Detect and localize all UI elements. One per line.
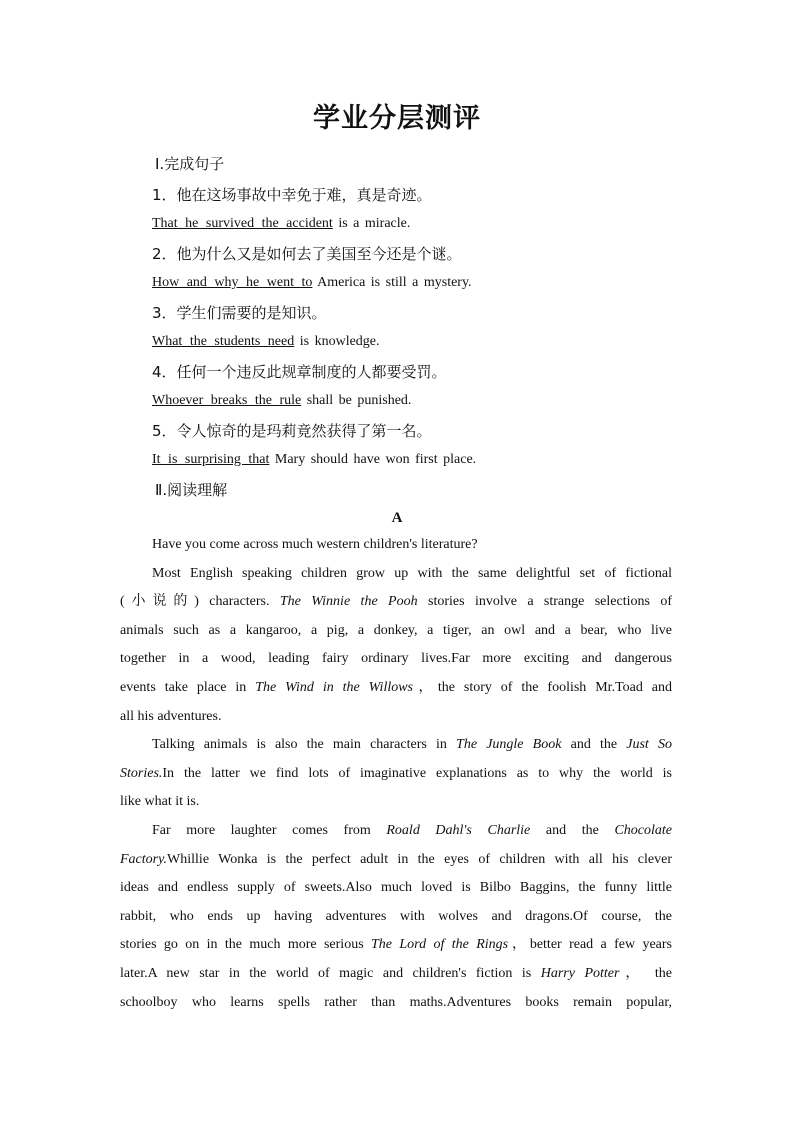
passage-body	[120, 531, 672, 1017]
section-heading-1: Ⅰ.完成句子	[155, 155, 225, 173]
question-1-chinese: 1．他在这场事故中幸免于难，真是奇迹。	[152, 186, 432, 204]
question-5-chinese: 5．令人惊奇的是玛莉竟然获得了第一名。	[152, 422, 432, 440]
answer-blank: What the students need	[152, 334, 295, 349]
question-4-answer	[152, 393, 411, 409]
page-title: 学业分层测评	[313, 103, 481, 134]
question-4-chinese: 4．任何一个违反此规章制度的人都要受罚。	[152, 363, 447, 381]
paragraph-2-line: (小说的) characters. The Winnie the Pooh stories involve a strange selections of	[120, 594, 672, 610]
paragraph-4-line: rabbit, who ends up having adventures with wolves and dragons.Of course, the	[120, 908, 672, 924]
answer-rest: is knowledge.	[294, 334, 380, 349]
paragraph-3-line: Talking animals is also the main characters in The Jungle Book and the Just So	[152, 737, 672, 753]
paragraph-4-line: ideas and endless supply of sweets.Also much loved is Bilbo Baggins, the funny little	[120, 880, 672, 896]
answer-blank: That he survived the accident	[152, 216, 333, 231]
answer-rest: shall be punished.	[301, 393, 412, 408]
paragraph-3-line: like what it is.	[120, 794, 200, 810]
question-1-answer	[152, 216, 410, 232]
paragraph-1-line: Have you come across much western children's literature?	[152, 537, 478, 552]
question-5-answer	[152, 452, 476, 468]
paragraph-4-line: later.A new star in the world of magic and children's fiction is Harry Potter， the	[120, 965, 672, 981]
section-heading-2: Ⅱ.阅读理解	[155, 481, 228, 499]
answer-blank: How and why he went to	[152, 275, 313, 290]
question-3-answer	[152, 334, 380, 350]
paragraph-4-line: Far more laughter comes from Roald Dahl's Charlie and the Chocolate	[152, 822, 672, 838]
paragraph-4-line: stories go on in the much more serious The Lord of the Rings，better read a few years	[120, 937, 672, 953]
paragraph-4-line: Factory.Whillie Wonka is the perfect adult in the eyes of children with all his clever	[120, 851, 672, 867]
paragraph-4-line: schoolboy who learns spells rather than maths.Adventures books remain popular,	[120, 994, 672, 1010]
question-2-answer	[152, 275, 472, 291]
question-2-chinese: 2．他为什么又是如何去了美国至今还是个谜。	[152, 245, 462, 263]
paragraph-3-line: Stories.In the latter we find lots of imaginative explanations as to why the world is	[120, 765, 672, 781]
paragraph-2-line: animals such as a kangaroo, a pig, a donkey, a tiger, an owl and a bear, who live	[120, 622, 672, 638]
passage-label: A	[391, 510, 403, 526]
answer-rest: Mary should have won first place.	[269, 452, 477, 467]
answer-rest: America is still a mystery.	[312, 275, 472, 290]
answer-rest: is a miracle.	[332, 216, 411, 231]
answer-blank: It is surprising that	[152, 452, 270, 467]
paragraph-2-line: Most English speaking children grow up with the same delightful set of fictional	[152, 565, 672, 581]
question-3-chinese: 3．学生们需要的是知识。	[152, 304, 327, 322]
answer-blank: Whoever breaks the rule	[152, 393, 302, 408]
paragraph-2-line: all his adventures.	[120, 708, 222, 724]
paragraph-2-line: together in a wood, leading fairy ordinary lives.Far more exciting and dangerous	[120, 651, 672, 667]
paragraph-2-line: events take place in The Wind in the Willows，the story of the foolish Mr.Toad and	[120, 679, 672, 695]
